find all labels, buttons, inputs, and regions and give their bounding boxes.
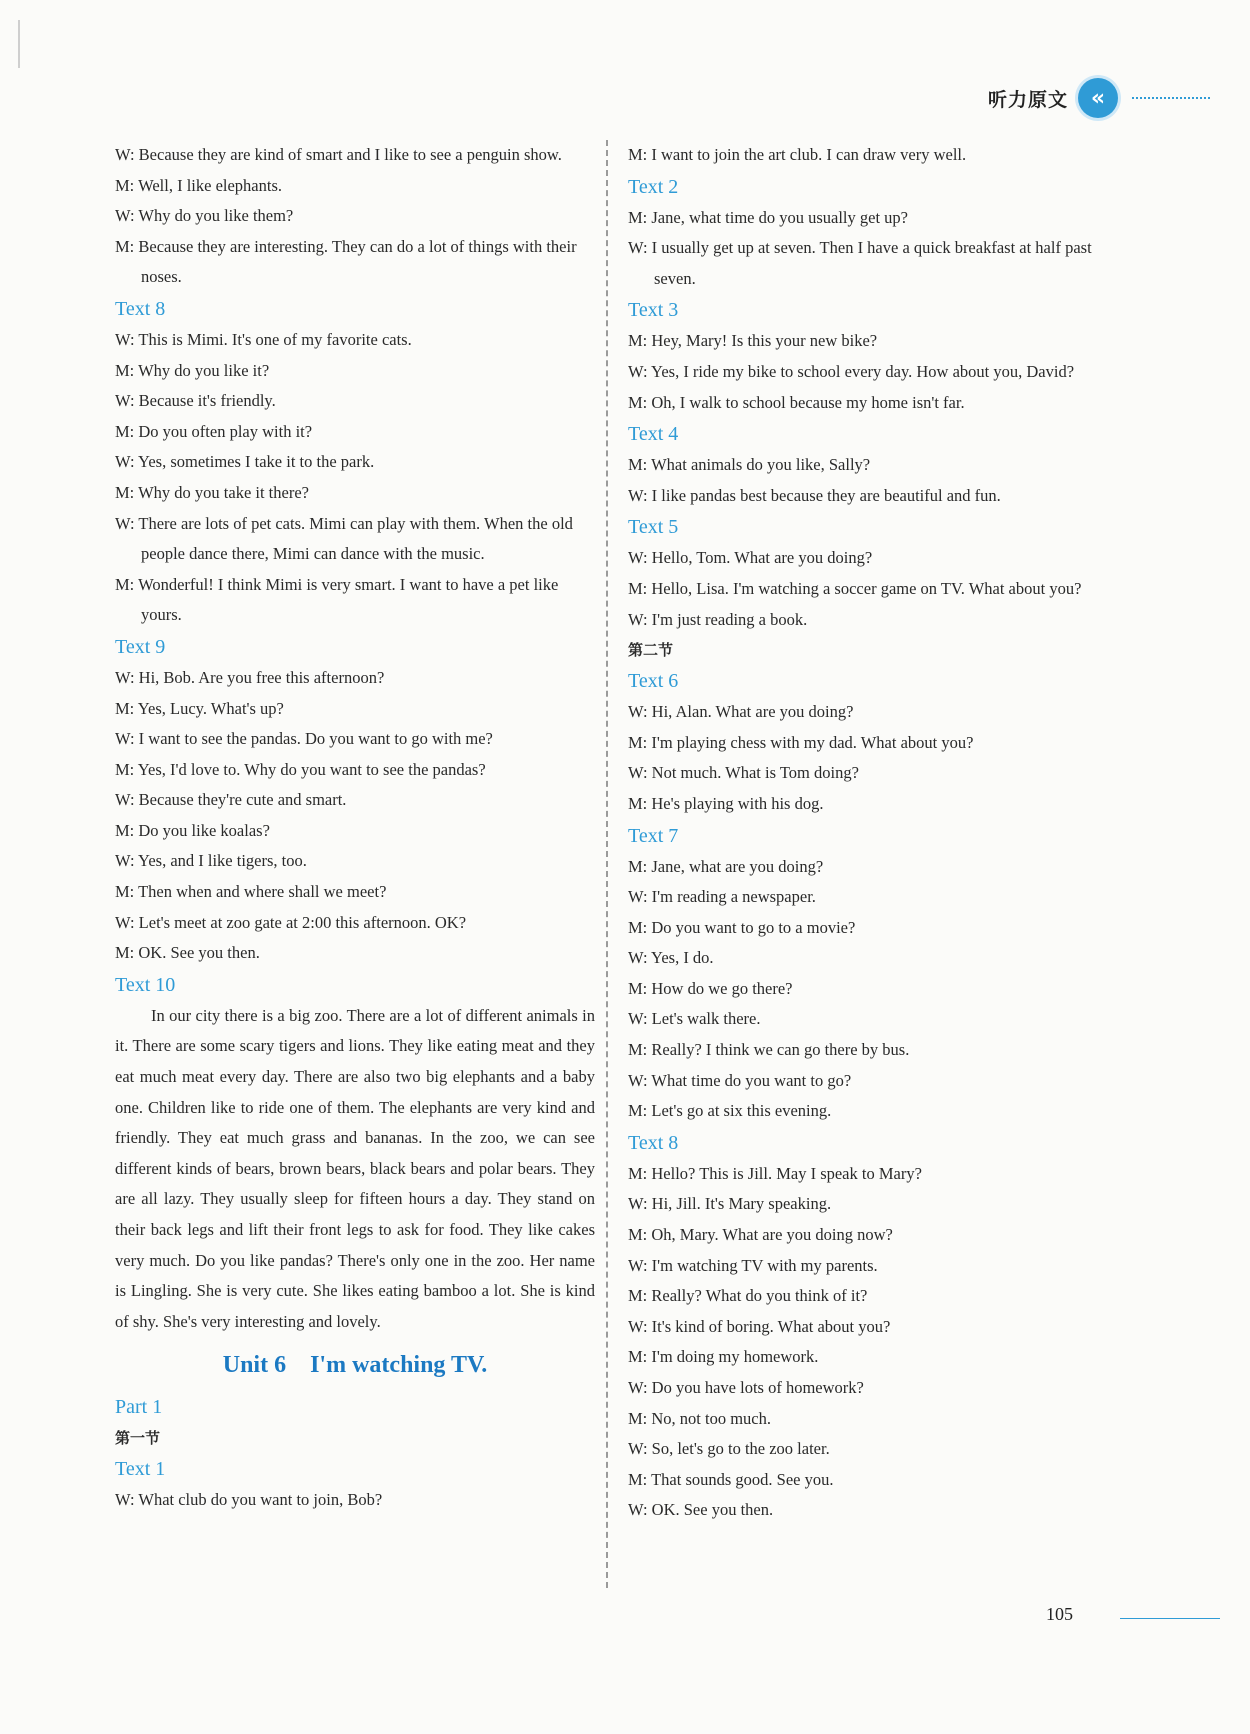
dialogue-line: W: There are lots of pet cats. Mimi can play with them. When the old people dance there, Mimi can dance with the music. [115,513,573,564]
dialogue-line: M: Really? What do you think of it? [628,1286,868,1306]
dialogue-line: W: So, let's go to the zoo later. [628,1439,830,1459]
section-title: 听力原文 [987,88,1068,111]
dialogue-line: M: Really? I think we can go there by bus. [628,1040,910,1060]
dialogue-line: M: OK. See you then. [115,943,260,963]
dialogue-line: W: Hi, Jill. It's Mary speaking. [628,1194,832,1214]
text-heading: Text 8 [628,1131,679,1154]
dialogue-line: M: Then when and where shall we meet? [115,882,387,902]
dialogue-line: M: Why do you take it there? [115,482,309,502]
section-label: 第二节 [628,641,674,660]
text-heading: Text 9 [115,635,166,658]
dialogue-line: M: How do we go there? [628,978,793,998]
dialogue-line: M: Oh, I walk to school because my home isn't far. [628,392,965,412]
dialogue-line: W: This is Mimi. It's one of my favorite cats. [115,329,412,349]
text-heading: Text 3 [628,299,679,322]
dialogue-line: M: Yes, I'd love to. Why do you want to see the pandas? [115,759,486,779]
dialogue-line: M: I'm playing chess with my dad. What about you? [628,732,974,752]
dialogue-line: M: That sounds good. See you. [628,1469,834,1489]
dialogue-line: M: Hey, Mary! Is this your new bike? [628,331,878,351]
dialogue-line: W: Yes, I ride my bike to school every day. How about you, David? [628,361,1075,381]
text-heading: Text 2 [628,175,679,198]
dialogue-line: M: Hello, Lisa. I'm watching a soccer game on TV. What about you? [628,578,1082,598]
dialogue-line: M: Wonderful! I think Mimi is very smart. I want to have a pet like yours. [115,574,559,625]
dialogue-line: W: Yes, sometimes I take it to the park. [115,452,375,472]
dialogue-line: M: Well, I like elephants. [115,175,282,195]
text-heading: Text 5 [628,516,679,539]
dialogue-line: M: I'm doing my homework. [628,1347,819,1367]
dialogue-line: W: Do you have lots of homework? [628,1378,864,1397]
dialogue-line: M: Let's go at six this evening. [628,1101,832,1121]
header-dotted-rule [1132,97,1210,99]
dialogue-line: M: What animals do you like, Sally? [628,455,871,475]
margin-rule [18,20,20,68]
dialogue-line: M: Why do you like it? [115,360,270,380]
dialogue-line: W: OK. See you then. [628,1500,774,1520]
dialogue-line: W: I'm just reading a book. [628,609,808,629]
dialogue-line: M: Jane, what are you doing? [628,856,824,876]
dialogue-line: M: Do you like koalas? [115,820,270,840]
page-header [988,78,1210,118]
right-column [628,140,1120,1526]
dialogue-line: W: Because they are kind of smart and I like to see a penguin show. [115,145,562,164]
dialogue-line: W: Not much. What is Tom doing? [628,763,859,783]
dialogue-line: W: Hi, Bob. Are you free this afternoon? [115,667,385,687]
dialogue-line: W: What club do you want to join, Bob? [115,1490,383,1510]
dialogue-line: W: Yes, and I like tigers, too. [115,851,307,871]
text-heading: Text 7 [628,824,679,847]
text-heading: Text 10 [115,973,176,996]
dialogue-line: W: I like pandas best because they are beautiful and fun. [628,485,1001,505]
dialogue-line: M: No, not too much. [628,1408,771,1428]
dialogue-line: W: It's kind of boring. What about you? [628,1316,891,1336]
dialogue-line: M: Yes, Lucy. What's up? [115,698,284,718]
dialogue-line: M: Do you want to go to a movie? [628,917,856,937]
unit-title: Unit 6 I'm watching TV. [222,1352,488,1379]
dialogue-line: M: Oh, Mary. What are you doing now? [628,1225,893,1245]
dialogue-line: M: Do you often play with it? [115,421,313,441]
dialogue-line: W: Because they're cute and smart. [115,790,347,810]
dialogue-line: W: I usually get up at seven. Then I have a quick breakfast at half past seven. [628,238,1092,288]
dialogue-line: M: Hello? This is Jill. May I speak to Mary? [628,1163,922,1183]
dialogue-line: M: Jane, what time do you usually get up? [628,207,908,227]
text-heading: Text 8 [115,297,166,320]
dialogue-line: W: I want to see the pandas. Do you want to go with me? [115,729,493,749]
dialogue-line: M: I want to join the art club. I can draw very well. [628,145,967,164]
section-label: 第一节 [115,1429,161,1448]
dialogue-line: M: Because they are interesting. They can do a lot of things with their noses. [115,236,577,287]
footer-rule [1120,1618,1220,1619]
dialogue-line: W: I'm watching TV with my parents. [628,1255,878,1275]
left-column [115,140,595,1516]
text-heading: Text 4 [628,423,679,446]
dialogue-line: W: Because it's friendly. [115,391,276,411]
dialogue-line: W: I'm reading a newspaper. [628,887,816,907]
page-number: 105 [1046,1604,1073,1624]
dialogue-line: W: Why do you like them? [115,206,294,226]
dialogue-line: W: What time do you want to go? [628,1070,852,1090]
dialogue-line: M: He's playing with his dog. [628,793,824,813]
dialogue-line: W: Yes, I do. [628,948,714,968]
passage-paragraph: In our city there is a big zoo. There are a lot of different animals in it. There are some scary tigers and lions. They like eating meat and they eat much meat every day. There are also two big elephants and a baby one. Children like to ride one of them. The elephants are very kind and friendly. They eat much grass and bananas. In the zoo, we can see different kinds of bears, brown bears, black bears and polar bears. They are all lazy. They usually sleep for fifteen hours a day. They stand on their back legs and lift their front legs to ask for food. They like cakes very much. Do you like pandas? There's only one in the zoo. Her name is Lingling. She is very cute. She likes eating bamboo a lot. She is kind of shy. She's very interesting and lovely. [115,1005,595,1331]
text-heading: Text 6 [628,670,679,693]
dialogue-line: W: Let's meet at zoo gate at 2:00 this afternoon. OK? [115,912,467,932]
dialogue-line: W: Let's walk there. [628,1009,761,1029]
double-chevron-left-icon: « [1078,78,1118,118]
column-divider [606,140,608,1588]
dialogue-line: W: Hi, Alan. What are you doing? [628,702,854,722]
dialogue-line: W: Hello, Tom. What are you doing? [628,548,873,568]
text-heading: Part 1 [115,1396,163,1419]
text-heading: Text 1 [115,1458,166,1481]
